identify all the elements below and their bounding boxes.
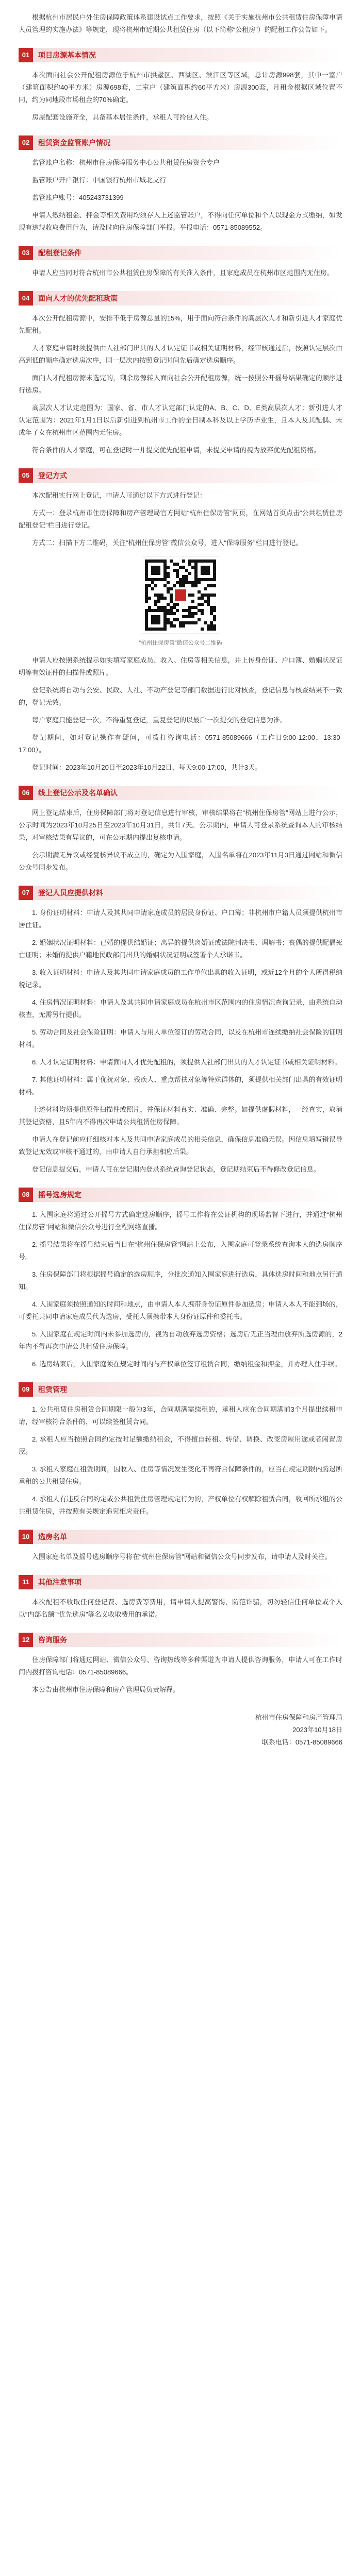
section-number: 09 <box>19 1382 33 1397</box>
section-paragraph: 方式二：扫描下方二维码，关注“杭州住保房管”微信公众号，进入“保障服务”栏目进行登记。 <box>32 539 303 547</box>
section-paragraph: 登记系统将自动与公安、民政、人社、不动产登记等部门数据进行比对核查，登记信息与核查结果不一致的，登记无效。 <box>19 686 342 706</box>
section-paragraph: 本公告由杭州市住房保障和房产管理局负责解释。 <box>32 1686 180 1693</box>
section-number: 07 <box>19 886 33 900</box>
section-paragraph: 5. 劳动合同及社会保险证明：申请人与用人单位签订的劳动合同，以及在杭州市连续缴纳社会保险的证明材料。 <box>19 1028 342 1048</box>
section-paragraph: 面向人才配租房源未选完的，剩余房源转入面向社会公开配租房源，统一按照公开摇号结果确定的顺序进行选房。 <box>19 374 342 394</box>
section-paragraph: 登记信息提交后，申请人可在登记期内登录系统查询登记状态，登记期结束后不得修改登记信息。 <box>32 1165 321 1173</box>
section-paragraph: 登记时间：2023年10月20日至2023年10月22日，每天9:00-17:00，共计3天。 <box>32 764 262 771</box>
section-title: 租赁管理 <box>33 1382 342 1397</box>
section-title: 线上登记公示及名单确认 <box>33 786 342 800</box>
section-paragraph: 高层次人才认定范围为：国家、省、市人才认定部门认定的A、B、C、D、E类高层次人才；新引进人才认定范围为：2021年1月1日以后新引进到杭州市工作的全日制本科及以上学历毕业生，且本人及其配偶、未成年子女在杭州市区范围内无住房。 <box>19 404 342 436</box>
qr-code-block <box>19 556 342 649</box>
section-paragraph: 本次配租实行网上登记，申请人可通过以下方式进行登记： <box>32 492 207 499</box>
section-paragraph: 公示期满无异议或经复核异议不成立的，确定为入围家庭，入围名单将在2023年11月3日通过网站和微信公众号同步发布。 <box>19 851 342 871</box>
section-paragraph: 入围家庭名单及摇号选房顺序号将在“杭州住保房管”网站和微信公众号同步发布，请申请人及时关注。 <box>32 1553 332 1561</box>
section-paragraph: 申请人应按照系统提示如实填写家庭成员、收入、住房等相关信息，并上传身份证、户口簿、婚姻状况证明等有效证件的扫描件或照片。 <box>19 656 342 676</box>
section-paragraph: 监管账户开户银行：中国银行杭州市城北支行 <box>32 176 167 184</box>
section-number: 06 <box>19 786 33 800</box>
section-paragraph: 监管账户账号：405243731399 <box>32 194 124 201</box>
section-title: 租赁资金监管账户情况 <box>33 135 342 150</box>
section-paragraph: 4. 住房情况证明材料：申请人及其共同申请家庭成员在杭州市区范围内的住房情况查询记录，由系统自动核查，无需另行提供。 <box>19 998 342 1019</box>
section-header <box>19 291 342 306</box>
section-paragraph: 住房保障部门将通过网站、微信公众号、咨询热线等多种渠道为申请人提供咨询服务，申请人可在工作时间内拨打咨询电话：0571-85089666。 <box>19 1656 342 1676</box>
section-paragraph: 登记期间，如对登记操作有疑问，可拨打咨询电话：0571-85089666（工作日9:00-12:00，13:30-17:00）。 <box>19 734 342 754</box>
section-title: 面向人才的优先配租政策 <box>33 291 342 306</box>
section-title: 项目房源基本情况 <box>33 48 342 62</box>
section-paragraph: 4. 承租人有违反合同约定或公共租赁住房管理规定行为的，产权单位有权解除租赁合同，收回所承租的公共租赁住房，并按照有关规定追究相应责任。 <box>19 1495 342 1515</box>
signature-block <box>19 1711 342 1749</box>
section-header <box>19 1632 342 1648</box>
sections-container <box>19 47 342 1696</box>
section-paragraph: 2. 承租人应当按照合同约定按时足额缴纳租金，不得擅自转租、转借、调换、改变房屋用途或者闲置房屋。 <box>19 1435 342 1455</box>
section-header <box>19 785 342 801</box>
section-header <box>19 1574 342 1590</box>
section-header <box>19 1382 342 1397</box>
section-number: 03 <box>19 246 33 260</box>
section-title: 登记人员应提供材料 <box>33 886 342 900</box>
section-paragraph: 1. 公共租赁住房租赁合同期限一般为3年，合同期满需续租的，承租人应在合同期满前3个月提出续租申请，经审核符合条件的，可以续签租赁合同。 <box>19 1405 342 1426</box>
section-header <box>19 135 342 150</box>
section-header <box>19 1187 342 1202</box>
section-paragraph: 每户家庭只能登记一次，不得重复登记，重复登记的以最后一次提交的登记信息为准。 <box>32 716 287 724</box>
section-paragraph: 上述材料均须提供原件扫描件或照片，并保证材料真实、准确、完整。如提供虚假材料，一经查实，取消其登记资格，且5年内不得再次申请公共租赁住房保障。 <box>19 1106 342 1126</box>
section-number: 05 <box>19 468 33 483</box>
section-title: 咨询服务 <box>33 1633 342 1647</box>
section-paragraph: 1. 身份证明材料：申请人及其共同申请家庭成员的居民身份证、户口簿；非杭州市户籍人员须提供杭州市居住证。 <box>19 909 342 929</box>
section-paragraph: 房屋配套设施齐全，具备基本居住条件，承租人可拎包入住。 <box>32 113 214 121</box>
section-number: 12 <box>19 1633 33 1647</box>
section-number: 10 <box>19 1530 33 1544</box>
section-paragraph: 申请人在登记前应仔细核对本人及共同申请家庭成员的相关信息，确保信息准确无误。因信息填写错误导致登记无效或审核不通过的，由申请人自行承担相应后果。 <box>19 1136 342 1156</box>
section-paragraph: 3. 住房保障部门将根据摇号确定的选房顺序，分批次通知入围家庭进行选房，具体选房时间和地点另行通知。 <box>19 1270 342 1291</box>
section-paragraph: 7. 其他证明材料：属于优抚对象、残疾人、重点帮扶对象等特殊群体的，须提供相关部门出具的有效证明材料。 <box>19 1076 342 1096</box>
section-header <box>19 245 342 261</box>
section-header <box>19 47 342 63</box>
section-paragraph: 本次配租不收取任何登记费、选房费等费用，请申请人提高警惕，防范诈骗，切勿轻信任何单位或个人以“内部名额”“优先选房”等名义收取费用的承诺。 <box>19 1598 342 1618</box>
section-number: 11 <box>19 1575 33 1589</box>
section-paragraph: 监管账户名称：杭州市住房保障服务中心公共租赁住房资金专户 <box>32 159 220 166</box>
section-number: 08 <box>19 1188 33 1202</box>
section-paragraph: 3. 承租人家庭在租赁期间，因收入、住房等情况发生变化不再符合保障条件的，应当在规定期限内腾退所承租的公共租赁住房。 <box>19 1465 342 1485</box>
section-paragraph: 6. 选房结束后，入围家庭须在规定时间内与产权单位签订租赁合同，缴纳租金和押金，并办理入住手续。 <box>32 1360 341 1368</box>
section-header <box>19 468 342 483</box>
section-paragraph: 方式一：登录杭州市住房保障和房产管理局官方网站“杭州住保房管”网页，在网站首页点击“公共租赁住房配租登记”栏目进行登记。 <box>19 509 342 529</box>
section-paragraph: 5. 入围家庭在规定时间内未参加选房的，视为自动放弃选房资格；选房后无正当理由放弃所选房源的，2年内不得再次申请公共租赁住房保障。 <box>19 1330 342 1350</box>
section-paragraph: 网上登记结束后，住房保障部门将对登记信息进行审核，审核结果将在“杭州住保房管”网站上进行公示，公示时间为2023年10月25日至2023年10月31日，共计7天。公示期内，申请人可登录系统查询本人的审核结果，对审核结果有异议的，可在公示期内提出复核申请。 <box>19 809 342 841</box>
section-title: 登记方式 <box>33 468 342 483</box>
section-title: 其他注意事项 <box>33 1575 342 1589</box>
section-paragraph: 2. 摇号结果将在摇号结束后当日在“杭州住保房管”网站上公布，入围家庭可登录系统查询本人的选房顺序号。 <box>19 1241 342 1261</box>
section-paragraph: 本次面向社会公开配租房源位于杭州市拱墅区、西湖区、滨江区等区域，总计房源998套，其中一室户（建筑面积约40平方米）房源698套，二室户（建筑面积约60平方米）房源300套，月租金根据区域位置不同，约为同地段市场租金的70%确定。 <box>19 71 342 104</box>
section-header <box>19 1529 342 1545</box>
section-number: 02 <box>19 135 33 150</box>
section-paragraph: 本次公开配租房源中，安排不低于房源总量的15%，用于面向符合条件的高层次人才和新引进人才家庭优先配租。 <box>19 314 342 334</box>
signature-org: 杭州市住房保障和房产管理局 <box>255 1714 342 1721</box>
section-paragraph: 人才家庭申请时须提供由人社部门出具的人才认定证书或相关证明材料，经审核通过后，按照认定层次由高到低的顺序确定选房次序，同一层次内按照登记时间先后确定选房顺序。 <box>19 344 342 364</box>
signature-contact: 联系电话：0571-85089666 <box>261 1738 342 1746</box>
section-paragraph: 2. 婚姻状况证明材料：已婚的提供结婚证；离异的提供离婚证或法院判决书、调解书；丧偶的提供配偶死亡证明；未婚的提供户籍地民政部门出具的婚姻状况证明或签署个人承诺书。 <box>19 939 342 959</box>
section-paragraph: 3. 收入证明材料：申请人及其共同申请家庭成员的工作单位出具的收入证明，或近12个月的个人所得税纳税记录。 <box>19 969 342 989</box>
section-title: 配租登记条件 <box>33 246 342 260</box>
qr-caption: “杭州住保房管”微信公众号二维码 <box>139 640 222 646</box>
section-number: 01 <box>19 48 33 62</box>
section-header <box>19 885 342 901</box>
intro-paragraph: 根据杭州市居民户外住房保障政策体系建设试点工作要求，按照《关于实施杭州市公共租赁住房保障申请人员管理的实施办法》等规定，现将杭州市近期公共租赁住房（以下简称“公租房”）的配租工作公告如下。 <box>19 13 342 33</box>
section-paragraph: 1. 入围家庭将通过公开摇号方式确定选房顺序，摇号工作将在公证机构的现场监督下进行，并通过“杭州住保房管”网站和微信公众号进行全程网络直播。 <box>19 1211 342 1231</box>
section-number: 04 <box>19 291 33 306</box>
section-paragraph: 符合条件的人才家庭，可在登记时一并提交优先配租申请，未提交申请的视为放弃优先配租资格。 <box>32 446 321 454</box>
section-paragraph: 6. 人才认定证明材料：申请面向人才优先配租的，须提供人社部门出具的人才认定证书或相关证明材料。 <box>32 1058 341 1066</box>
qr-code-icon[interactable] <box>142 556 219 634</box>
section-paragraph: 4. 入围家庭须按照通知的时间和地点，由申请人本人携带身份证原件参加选房；申请人本人不能到场的，可委托共同申请家庭成员代为选房，受托人须携带本人身份证原件和委托书。 <box>19 1300 342 1320</box>
section-paragraph: 申请人应当同时符合杭州市公共租赁住房保障的有关准入条件，且家庭成员在杭州市区范围内无住房。 <box>32 269 334 277</box>
section-title: 选房名单 <box>33 1530 342 1544</box>
section-paragraph: 申请人缴纳租金、押金等相关费用均须存入上述监管账户，不得向任何单位和个人以现金方式缴纳，如发现有违规收取费用行为，请及时向住房保障部门举报。举报电话：0571-85089552。 <box>19 211 342 231</box>
signature-date: 2023年10月18日 <box>292 1726 342 1734</box>
section-title: 摇号选房规定 <box>33 1188 342 1202</box>
